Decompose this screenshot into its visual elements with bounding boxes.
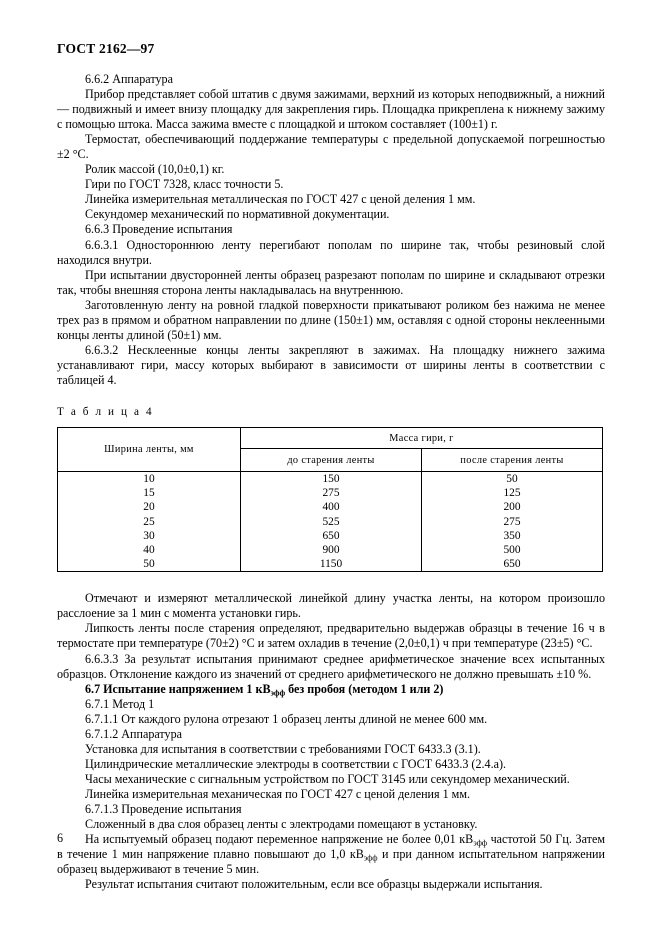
cell-width-6: 50 — [143, 558, 155, 571]
page-number: 6 — [57, 831, 64, 845]
voltage-subscript-2: эфф — [363, 853, 378, 863]
table-caption: Т а б л и ц а 4 — [57, 405, 154, 418]
clause-6-6-3-2: 6.6.3.2 Несклеенные концы ленты закрепляют в зажимах. На площадку нижнего зажима устанавливают гири, массу которых выбирают в зависимости от ширины ленты в соответствии с таблицей 4. — [57, 342, 605, 387]
table-header-tape-width: Ширина ленты, мм — [58, 428, 241, 472]
document-body — [57, 72, 605, 892]
clause-6-6-3-heading: 6.6.3 Проведение испытания — [85, 222, 233, 237]
table-header-weight-mass-group: Масса гири, г — [241, 428, 603, 449]
table-head — [58, 428, 603, 472]
cell-after-4: 350 — [503, 529, 521, 542]
paragraph-measuring-ruler: Линейка измерительная механическая по ГОСТ 427 с ценой деления 1 мм. — [85, 786, 470, 801]
paragraph-rolling-procedure: Заготовленную ленту на ровной гладкой поверхности прикатывают роликом без нажима не менее трех раз в прямом и обратном направлении по длине (150±1) мм, оставляя с одной стороны неклеенными концы ленты длиной (50±1) мм. — [57, 297, 605, 342]
paragraph-voltage-application — [57, 832, 605, 877]
clause-6-7-1-2-heading: 6.7.1.2 Аппаратура — [85, 726, 183, 741]
voltage-subscript-1: эфф — [473, 838, 487, 848]
table-row — [58, 472, 603, 572]
cell-after-5: 500 — [503, 543, 521, 556]
voltage-text-part-a: На испытуемый образец подают переменное напряжение не более 0,01 кВ — [85, 832, 474, 847]
paragraph-double-sided-tape: При испытании двусторонней ленты образец разрезают пополам по ширине и складывают отрезки так, чтобы внешняя сторона ленты накладывалась на внутреннюю. — [57, 267, 605, 297]
cell-before-5: 900 — [322, 543, 340, 556]
clause-6-6-3-3: 6.6.3.3 За результат испытания принимают среднее арифметическое значение всех испытанных образцов. Отклонение каждого из значений от среднего арифметического не должно превышать ±10 %. — [57, 651, 605, 681]
clause-6-6-3-1: 6.6.3.1 Одностороннюю ленту перегибают пополам по ширине так, чтобы резиновый слой находился внутри. — [57, 237, 605, 267]
clause-6-7-1-1: 6.7.1.1 От каждого рулона отрезают 1 образец ленты длиной не менее 600 мм. — [85, 711, 488, 726]
paragraph-delamination-measure: Отмечают и измеряют металлической линейкой длину участка ленты, на котором произошло расслоение за 1 мин с момента установки гирь. — [57, 591, 605, 621]
cell-after-6: 650 — [503, 558, 521, 571]
clause-6-7-heading-part2: без пробоя (методом 1 или 2) — [285, 681, 444, 696]
cell-width-1: 15 — [143, 487, 155, 500]
paragraph-apparatus-description: Прибор представляет собой штатив с двумя зажимами, верхний из которых неподвижный, а нижний — подвижный и имеет внизу площадку для закрепления гирь. Площадка прикреплена к нижнему зажиму с помощью штока. Масса зажима вместе с площадкой и штоком составляет (100±1) г. — [57, 87, 605, 132]
cell-width-2: 20 — [143, 501, 155, 514]
paragraph-tack-after-aging: Липкость ленты после старения определяют, предварительно выдержав образцы в течение 16 ч в термостате при температуре (70±2) °С и затем охладив в течение (2,0±0,1) ч при температуре (23±5) °С. — [57, 621, 605, 651]
paragraph-thermostat: Термостат, обеспечивающий поддержание температуры с предельной допускаемой погрешностью ±2 °С. — [57, 132, 605, 162]
cell-before-0: 150 — [322, 473, 340, 486]
clause-6-7-heading — [57, 682, 605, 697]
cell-after-1: 125 — [503, 487, 521, 500]
cell-width-5: 40 — [143, 543, 155, 556]
paragraph-test-installation: Установка для испытания в соответствии с требованиями ГОСТ 6433.3 (3.1). — [85, 741, 481, 756]
cell-after-0: 50 — [506, 473, 518, 486]
cell-before-6: 1150 — [319, 558, 343, 571]
voltage-text-part-c: и при данном испытательном напряжении образец выдерживают в течение 5 мин. — [57, 847, 605, 877]
paragraph-ruler: Линейка измерительная металлическая по ГОСТ 427 с ценой деления 1 мм. — [85, 192, 476, 207]
table-body — [58, 472, 603, 572]
voltage-text-part-b: частотой 50 Гц. Затем в течение 1 мин напряжение плавно повышают до 1,0 кВ — [57, 832, 605, 862]
paragraph-mechanical-clock: Часы механические с сигнальным устройством по ГОСТ 3145 или секундомер механический. — [85, 771, 570, 786]
table-header-row-group — [58, 428, 603, 449]
paragraph-positive-result: Результат испытания считают положительным, если все образцы выдержали испытания. — [85, 877, 543, 892]
paragraph-folded-sample: Сложенный в два слоя образец ленты с электродами помещают в установку. — [85, 817, 478, 832]
table-col-after-values — [422, 472, 603, 572]
table-col-before-values — [241, 472, 422, 572]
weights-table — [57, 427, 603, 572]
cell-width-0: 10 — [143, 473, 155, 486]
cell-before-3: 525 — [322, 515, 340, 528]
cell-before-2: 400 — [322, 501, 340, 514]
clause-6-7-1-3-heading: 6.7.1.3 Проведение испытания — [85, 802, 242, 816]
table-col-width-values — [58, 472, 241, 572]
cell-before-4: 650 — [322, 529, 340, 542]
cell-width-4: 30 — [143, 529, 155, 542]
table-header-before-aging: до старения ленты — [241, 449, 422, 472]
cell-before-1: 275 — [322, 487, 340, 500]
paragraph-roller: Ролик массой (10,0±0,1) кг. — [85, 162, 225, 177]
clause-6-7-heading-part1: 6.7 Испытание напряжением 1 кВ — [85, 681, 271, 696]
paragraph-cylindrical-electrodes: Цилиндрические металлические электроды в соответствии с ГОСТ 6433.3 (2.4.а). — [85, 756, 507, 771]
table-header-after-aging: после старения ленты — [422, 449, 603, 472]
cell-after-3: 275 — [503, 515, 521, 528]
paragraph-stopwatch: Секундомер механический по нормативной документации. — [85, 207, 390, 222]
cell-after-2: 200 — [503, 501, 521, 514]
standard-header: ГОСТ 2162—97 — [57, 41, 155, 56]
clause-6-7-1-heading: 6.7.1 Метод 1 — [85, 696, 155, 711]
clause-6-6-2-heading: 6.6.2 Аппаратура — [85, 72, 173, 86]
clause-6-7-heading-subscript: эфф — [270, 687, 286, 697]
paragraph-weights: Гири по ГОСТ 7328, класс точности 5. — [85, 177, 284, 192]
cell-width-3: 25 — [143, 515, 155, 528]
